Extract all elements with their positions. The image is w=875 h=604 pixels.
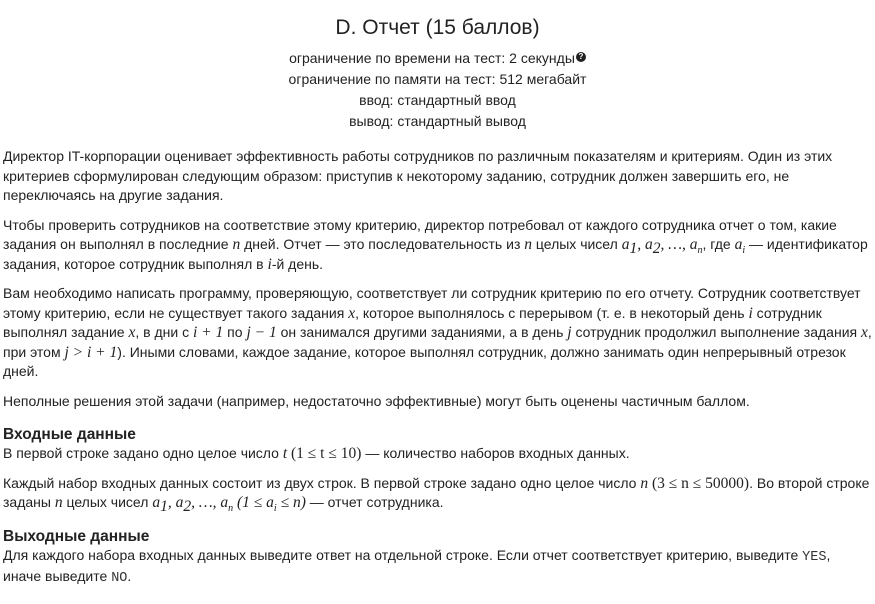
problem-title: D. Отчет (15 баллов)	[335, 16, 540, 39]
statement-paragraph-4: Неполные решения этой задачи (например, недостаточно эффективные) могут быть оценены частичным баллом.	[3, 392, 750, 409]
input-paragraph-2: Каждый набор входных данных состоит из двух строк. В первой строке задано одно целое число n (3 ≤ n ≤ 50000). Во второй строке заданы n целых чисел $a_1$, $a_2$, …, $a_n$ $(1 \le a_i \le n)$ — отчет сотрудника.	[3, 474, 870, 516]
time-limit: ограничение по времени на тест: 2 секунды ?	[0, 48, 875, 69]
input-paragraph-1: В первой строке задано одно целое число t (1 ≤ t ≤ 10) — количество наборов входных данных.	[3, 445, 630, 462]
question-circle-icon[interactable]: ?	[576, 52, 586, 62]
output-paragraph: Для каждого набора входных данных выведите ответ на отдельной строке. Если отчет соответствует критерию, выведите YES, иначе выведите NO.	[3, 546, 831, 586]
input-file: ввод: стандартный ввод	[359, 92, 516, 108]
problem-statement	[0, 147, 875, 589]
memory-limit: ограничение по памяти на тест: 512 мегабайт	[288, 71, 587, 87]
output-heading: Выходные данные	[3, 527, 150, 545]
statement-paragraph-1: Директор IT-корпорации оценивает эффективность работы сотрудников по различным показателям и критериям. Один из этих критериев сформулирован следующим образом: приступив к некоторому заданию, сотрудник должен завершить его, не переключаясь на другие задания.	[3, 148, 833, 203]
statement-paragraph-3: Вам необходимо написать программу, проверяющую, соответствует ли сотрудник критерию по его отчету. Сотрудник соответствует этому критерию, если не существует такого задания x, которое выполнялось с перерывом (т. е. в некоторый день i сотрудник выполнял задание x, в дни с i + 1 по j − 1 он занимался другими заданиями, а в день j сотрудник продолжил выполнение задания x, при этом j > i + 1). Иными словами, каждое задание, которое выполнял сотрудник, должно занимать один непрерывный отрезок дней.	[3, 285, 872, 379]
input-heading: Входные данные	[3, 426, 136, 443]
statement-paragraph-2: Чтобы проверить сотрудников на соответствие этому критерию, директор потребовал от каждого сотрудника отчет о том, какие задания он выполнял в последние n дней. Отчет — это последовательность из n целых чисел $a_1$, $a_2$, …, $a_n$, где $a_i$ — идентификатор задания, которое сотрудник выполнял в i-й день.	[3, 216, 868, 273]
problem-header	[0, 0, 875, 132]
problem-limits	[0, 48, 875, 132]
output-file: вывод: стандартный вывод	[349, 113, 526, 129]
